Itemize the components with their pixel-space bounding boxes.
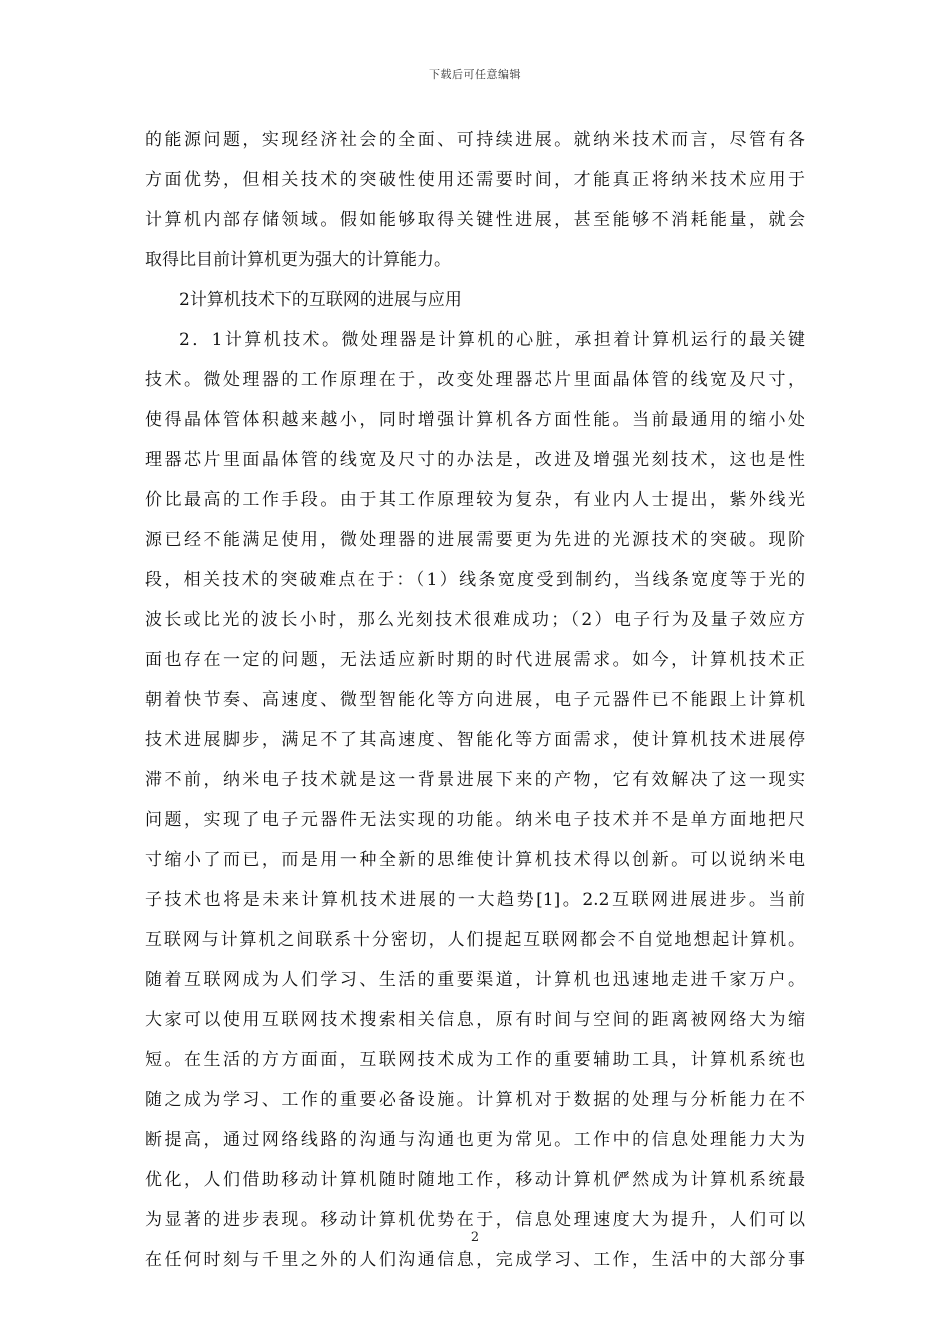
text-line: 子技术也将是未来计算机技术进展的一大趋势[1]。2.2互联网进展进步。当前	[145, 890, 805, 910]
text-line: 取得比目前计算机更为强大的计算能力。	[145, 250, 451, 270]
text-line: 随之成为学习、工作的重要必备设施。计算机对于数据的处理与分析能力在不	[145, 1090, 805, 1110]
section-heading: 2计算机技术下的互联网的进展与应用	[179, 290, 462, 310]
text-line: 朝着快节奏、高速度、微型智能化等方向进展，电子元器件已不能跟上计算机	[145, 690, 805, 710]
text-line: 互联网与计算机之间联系十分密切，人们提起互联网都会不自觉地想起计算机。	[145, 930, 805, 950]
text-line: 使得晶体管体积越来越小，同时增强计算机各方面性能。当前最通用的缩小处	[145, 410, 805, 430]
text-line: 面也存在一定的问题，无法适应新时期的时代进展需求。如今，计算机技术正	[145, 650, 805, 670]
text-line: 滞不前，纳米电子技术就是这一背景进展下来的产物，它有效解决了这一现实	[145, 770, 805, 790]
text-line: 短。在生活的方方面面，互联网技术成为工作的重要辅助工具，计算机系统也	[145, 1050, 805, 1070]
text-line: 源已经不能满足使用，微处理器的进展需要更为先进的光源技术的突破。现阶	[145, 530, 805, 550]
text-line: 技术。微处理器的工作原理在于，改变处理器芯片里面晶体管的线宽及尺寸，	[145, 370, 805, 390]
page-number: 2	[470, 1230, 480, 1245]
text-line: 大家可以使用互联网技术搜索相关信息，原有时间与空间的距离被网络大为缩	[145, 1010, 805, 1030]
text-line: 理器芯片里面晶体管的线宽及尺寸的办法是，改进及增强光刻技术，这也是性	[145, 450, 805, 470]
text-line: 寸缩小了而已，而是用一种全新的思维使计算机技术得以创新。可以说纳米电	[145, 850, 805, 870]
text-line: 2．1计算机技术。微处理器是计算机的心脏，承担着计算机运行的最关键	[179, 330, 805, 350]
text-line: 方面优势，但相关技术的突破性使用还需要时间，才能真正将纳米技术应用于	[145, 170, 805, 190]
text-line: 的能源问题，实现经济社会的全面、可持续进展。就纳米技术而言，尽管有各	[145, 130, 805, 150]
text-line: 波长或比光的波长小时，那么光刻技术很难成功；（2）电子行为及量子效应方	[145, 610, 805, 630]
text-line: 问题，实现了电子元器件无法实现的功能。纳米电子技术并不是单方面地把尺	[145, 810, 805, 830]
text-line: 段，相关技术的突破难点在于：（1）线条宽度受到制约，当线条宽度等于光的	[145, 570, 805, 590]
text-line: 计算机内部存储领域。假如能够取得关键性进展，甚至能够不消耗能量，就会	[145, 210, 805, 230]
text-line: 在任何时刻与千里之外的人们沟通信息，完成学习、工作，生活中的大部分事	[145, 1250, 805, 1270]
text-line: 随着互联网成为人们学习、生活的重要渠道，计算机也迅速地走进千家万户。	[145, 970, 805, 990]
text-line: 为显著的进步表现。移动计算机优势在于，信息处理速度大为提升，人们可以	[145, 1210, 805, 1230]
text-line: 断提高，通过网络线路的沟通与沟通也更为常见。工作中的信息处理能力大为	[145, 1130, 805, 1150]
text-line: 价比最高的工作手段。由于其工作原理较为复杂，有业内人士提出，紫外线光	[145, 490, 805, 510]
text-line: 优化，人们借助移动计算机随时随地工作，移动计算机俨然成为计算机系统最	[145, 1170, 805, 1190]
text-line: 技术进展脚步，满足不了其高速度、智能化等方面需求，使计算机技术进展停	[145, 730, 805, 750]
page-header: 下载后可任意编辑	[429, 68, 521, 81]
document-body	[145, 120, 805, 1280]
